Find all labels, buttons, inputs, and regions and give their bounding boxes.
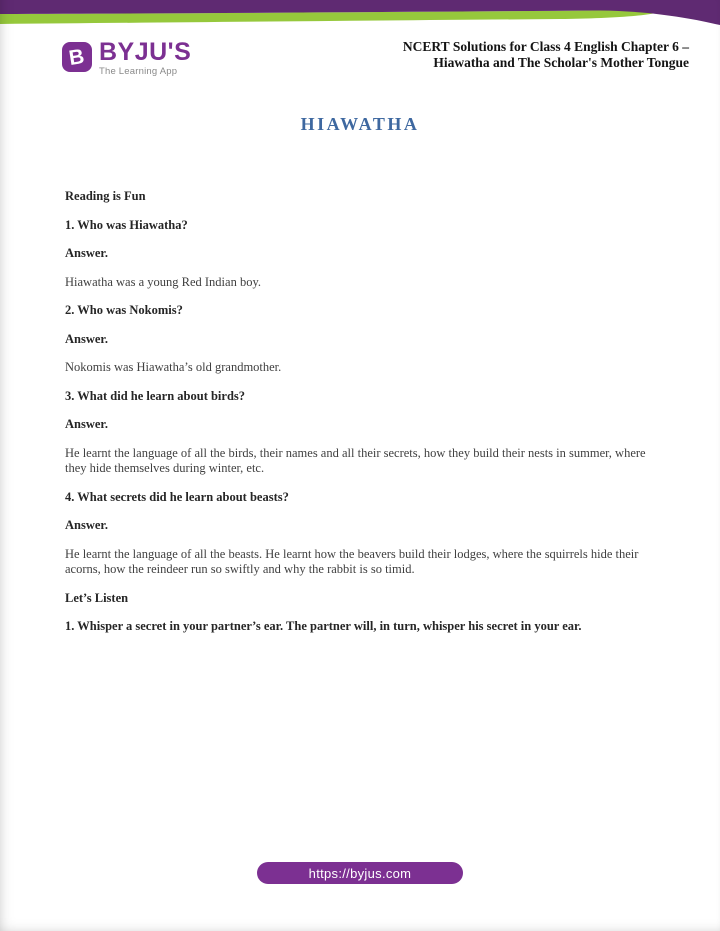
content-block-paragraph: He learnt the language of all the birds, their names and all their secrets, how they build their nests in summer, where they hide themselves during winter, etc.	[65, 445, 646, 475]
logo-wordmark: BYJU'S	[99, 38, 192, 66]
content-block-question: 3. What did he learn about birds?	[65, 388, 246, 403]
byjus-b-icon	[62, 42, 92, 72]
top-banner-swoosh	[0, 0, 720, 34]
footer-url: https://byjus.com	[308, 865, 412, 881]
content-block-question: 1. Whisper a secret in your partner’s ear. The partner will, in turn, whisper his secret in your ear.	[65, 619, 582, 633]
content-block-question: 1. Who was Hiawatha?	[65, 217, 188, 232]
content-block-paragraph: Nokomis was Hiawatha’s old grandmother.	[65, 360, 282, 374]
document-header	[403, 39, 689, 71]
byjus-logo	[62, 40, 191, 77]
document-header-line1: NCERT Solutions for Class 4 English Chapter 6 –	[402, 39, 689, 54]
content-block-heading: Reading is Fun	[65, 189, 146, 203]
logo-text	[99, 40, 191, 77]
byjus-b-icon-letter: B	[67, 44, 87, 70]
logo-tagline: The Learning App	[99, 66, 178, 77]
content-block-paragraph: Hiawatha was a young Red Indian boy.	[65, 274, 262, 289]
footer-url-pill[interactable]	[257, 862, 463, 884]
page-title: HIAWATHA	[300, 114, 420, 134]
content-block-question: 4. What secrets did he learn about beasts?	[65, 489, 289, 504]
content-block-answer-label: Answer.	[65, 417, 108, 431]
content-block-question: 2. Who was Nokomis?	[65, 303, 183, 317]
content-area	[65, 189, 660, 648]
content-block-paragraph: He learnt the language of all the beasts. He learnt how the beavers build their lodges, where the squirrels hide their acorns, how the reindeer run so swiftly and why the rabbit is so timid.	[65, 546, 639, 576]
content-block-answer-label: Answer.	[65, 246, 108, 260]
content-block-answer-label: Answer.	[65, 331, 108, 346]
content-block-heading: Let’s Listen	[65, 590, 129, 605]
document-header-line2: Hiawatha and The Scholar's Mother Tongue	[433, 55, 689, 70]
content-block-answer-label: Answer.	[65, 518, 108, 532]
